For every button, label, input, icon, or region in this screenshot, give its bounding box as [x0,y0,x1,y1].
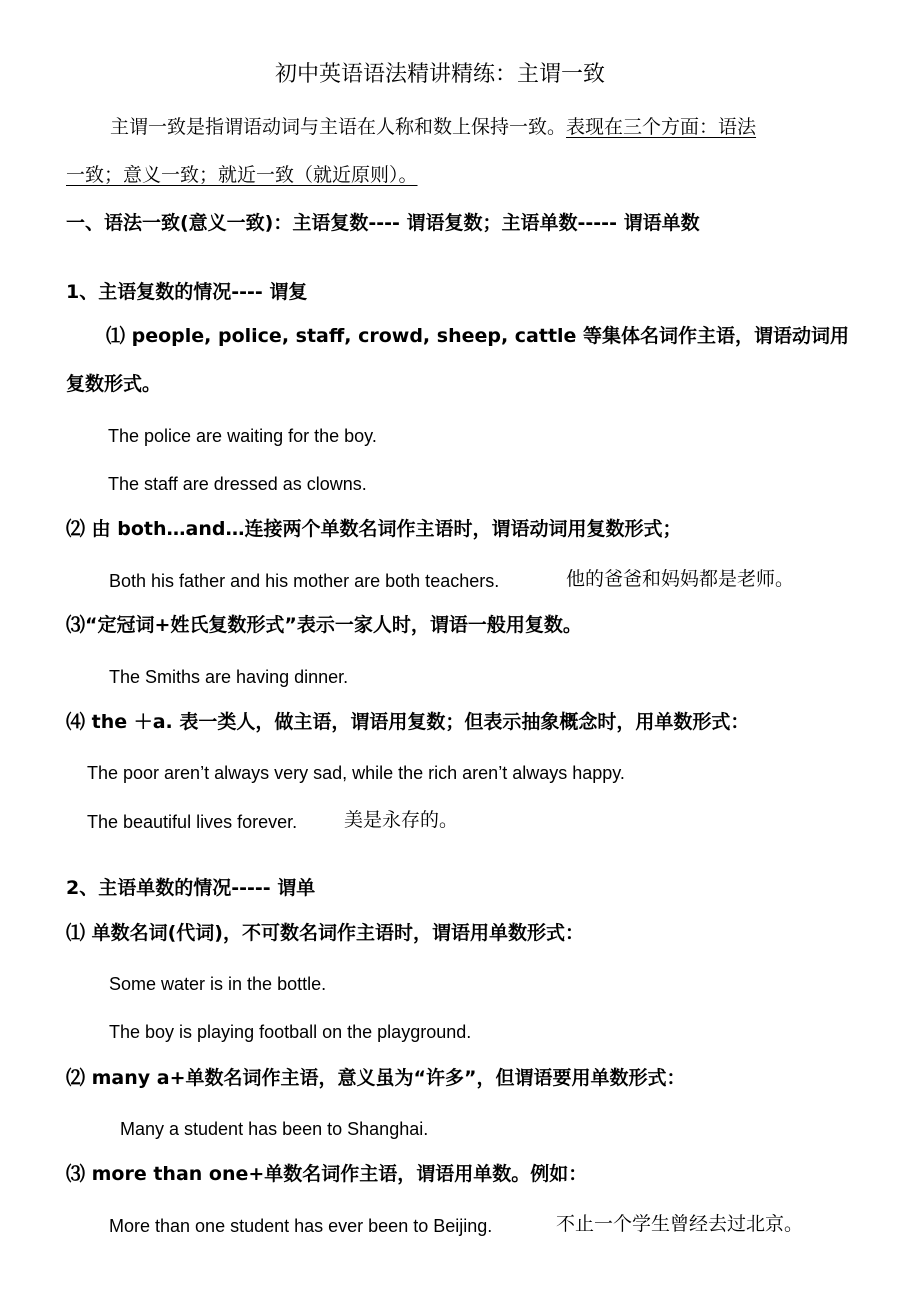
example-sentence: The poor aren’t always very sad, while the rich aren’t always happy. [87,763,625,783]
rule-more-than-one: ⑶ more than one+单数名词作主语，谓语用单数。例如： [66,1163,588,1185]
section-heading-grammar-agreement: 一、语法一致(意义一致)：主语复数---- 谓语复数；主语单数----- 谓语单数 [66,212,700,234]
example-sentence: The police are waiting for the boy. [108,426,377,446]
example-sentence: The boy is playing football on the playground. [109,1022,472,1042]
example-sentence: Both his father and his mother are both teachers. [109,571,500,591]
intro-line-2: 一致；意义一致；就近一致（就近原则）。 [66,164,418,186]
rule-collective-nouns-cont: 复数形式。 [66,373,162,395]
subsection-heading-singular-subject: 2、主语单数的情况----- 谓单 [66,877,316,899]
example-sentence: The staff are dressed as clowns. [108,474,367,494]
example-translation: 不止一个学生曾经去过北京。 [556,1213,804,1235]
example-translation: 美是永存的。 [344,809,459,831]
rule-both-and: ⑵ 由 both…and…连接两个单数名词作主语时，谓语动词用复数形式； [66,518,682,540]
example-sentence: More than one student has ever been to Beijing. [109,1216,493,1236]
example-sentence: The Smiths are having dinner. [109,667,349,687]
example-sentence: Many a student has been to Shanghai. [120,1119,429,1139]
rule-collective-nouns: ⑴ people, police, staff, crowd, sheep, cattle 等集体名词作主语，谓语动词用 [106,325,850,347]
rule-singular-uncountable: ⑴ 单数名词(代词)，不可数名词作主语时，谓语用单数形式： [66,922,584,944]
intro-text: 主谓一致是指谓语动词与主语在人称和数上保持一致。 [110,116,567,138]
intro-line-1 [110,118,756,137]
page-title: 初中英语语法精讲精练：主谓一致 [275,62,606,87]
intro-underlined-text: 表现在三个方面：语法 [566,116,757,138]
example-sentence: Some water is in the bottle. [109,974,327,994]
example-sentence: The beautiful lives forever. [87,812,298,832]
example-translation: 他的爸爸和妈妈都是老师。 [566,568,795,590]
rule-many-a: ⑵ many a+单数名词作主语，意义虽为“许多”，但谓语要用单数形式： [66,1067,686,1089]
rule-family-surname: ⑶“定冠词+姓氏复数形式”表示一家人时，谓语一般用复数。 [66,614,582,636]
subsection-heading-plural-subject: 1、主语复数的情况---- 谓复 [66,281,308,303]
rule-the-adjective: ⑷ the ＋a. 表一类人，做主语，谓语用复数；但表示抽象概念时，用单数形式： [66,711,750,733]
